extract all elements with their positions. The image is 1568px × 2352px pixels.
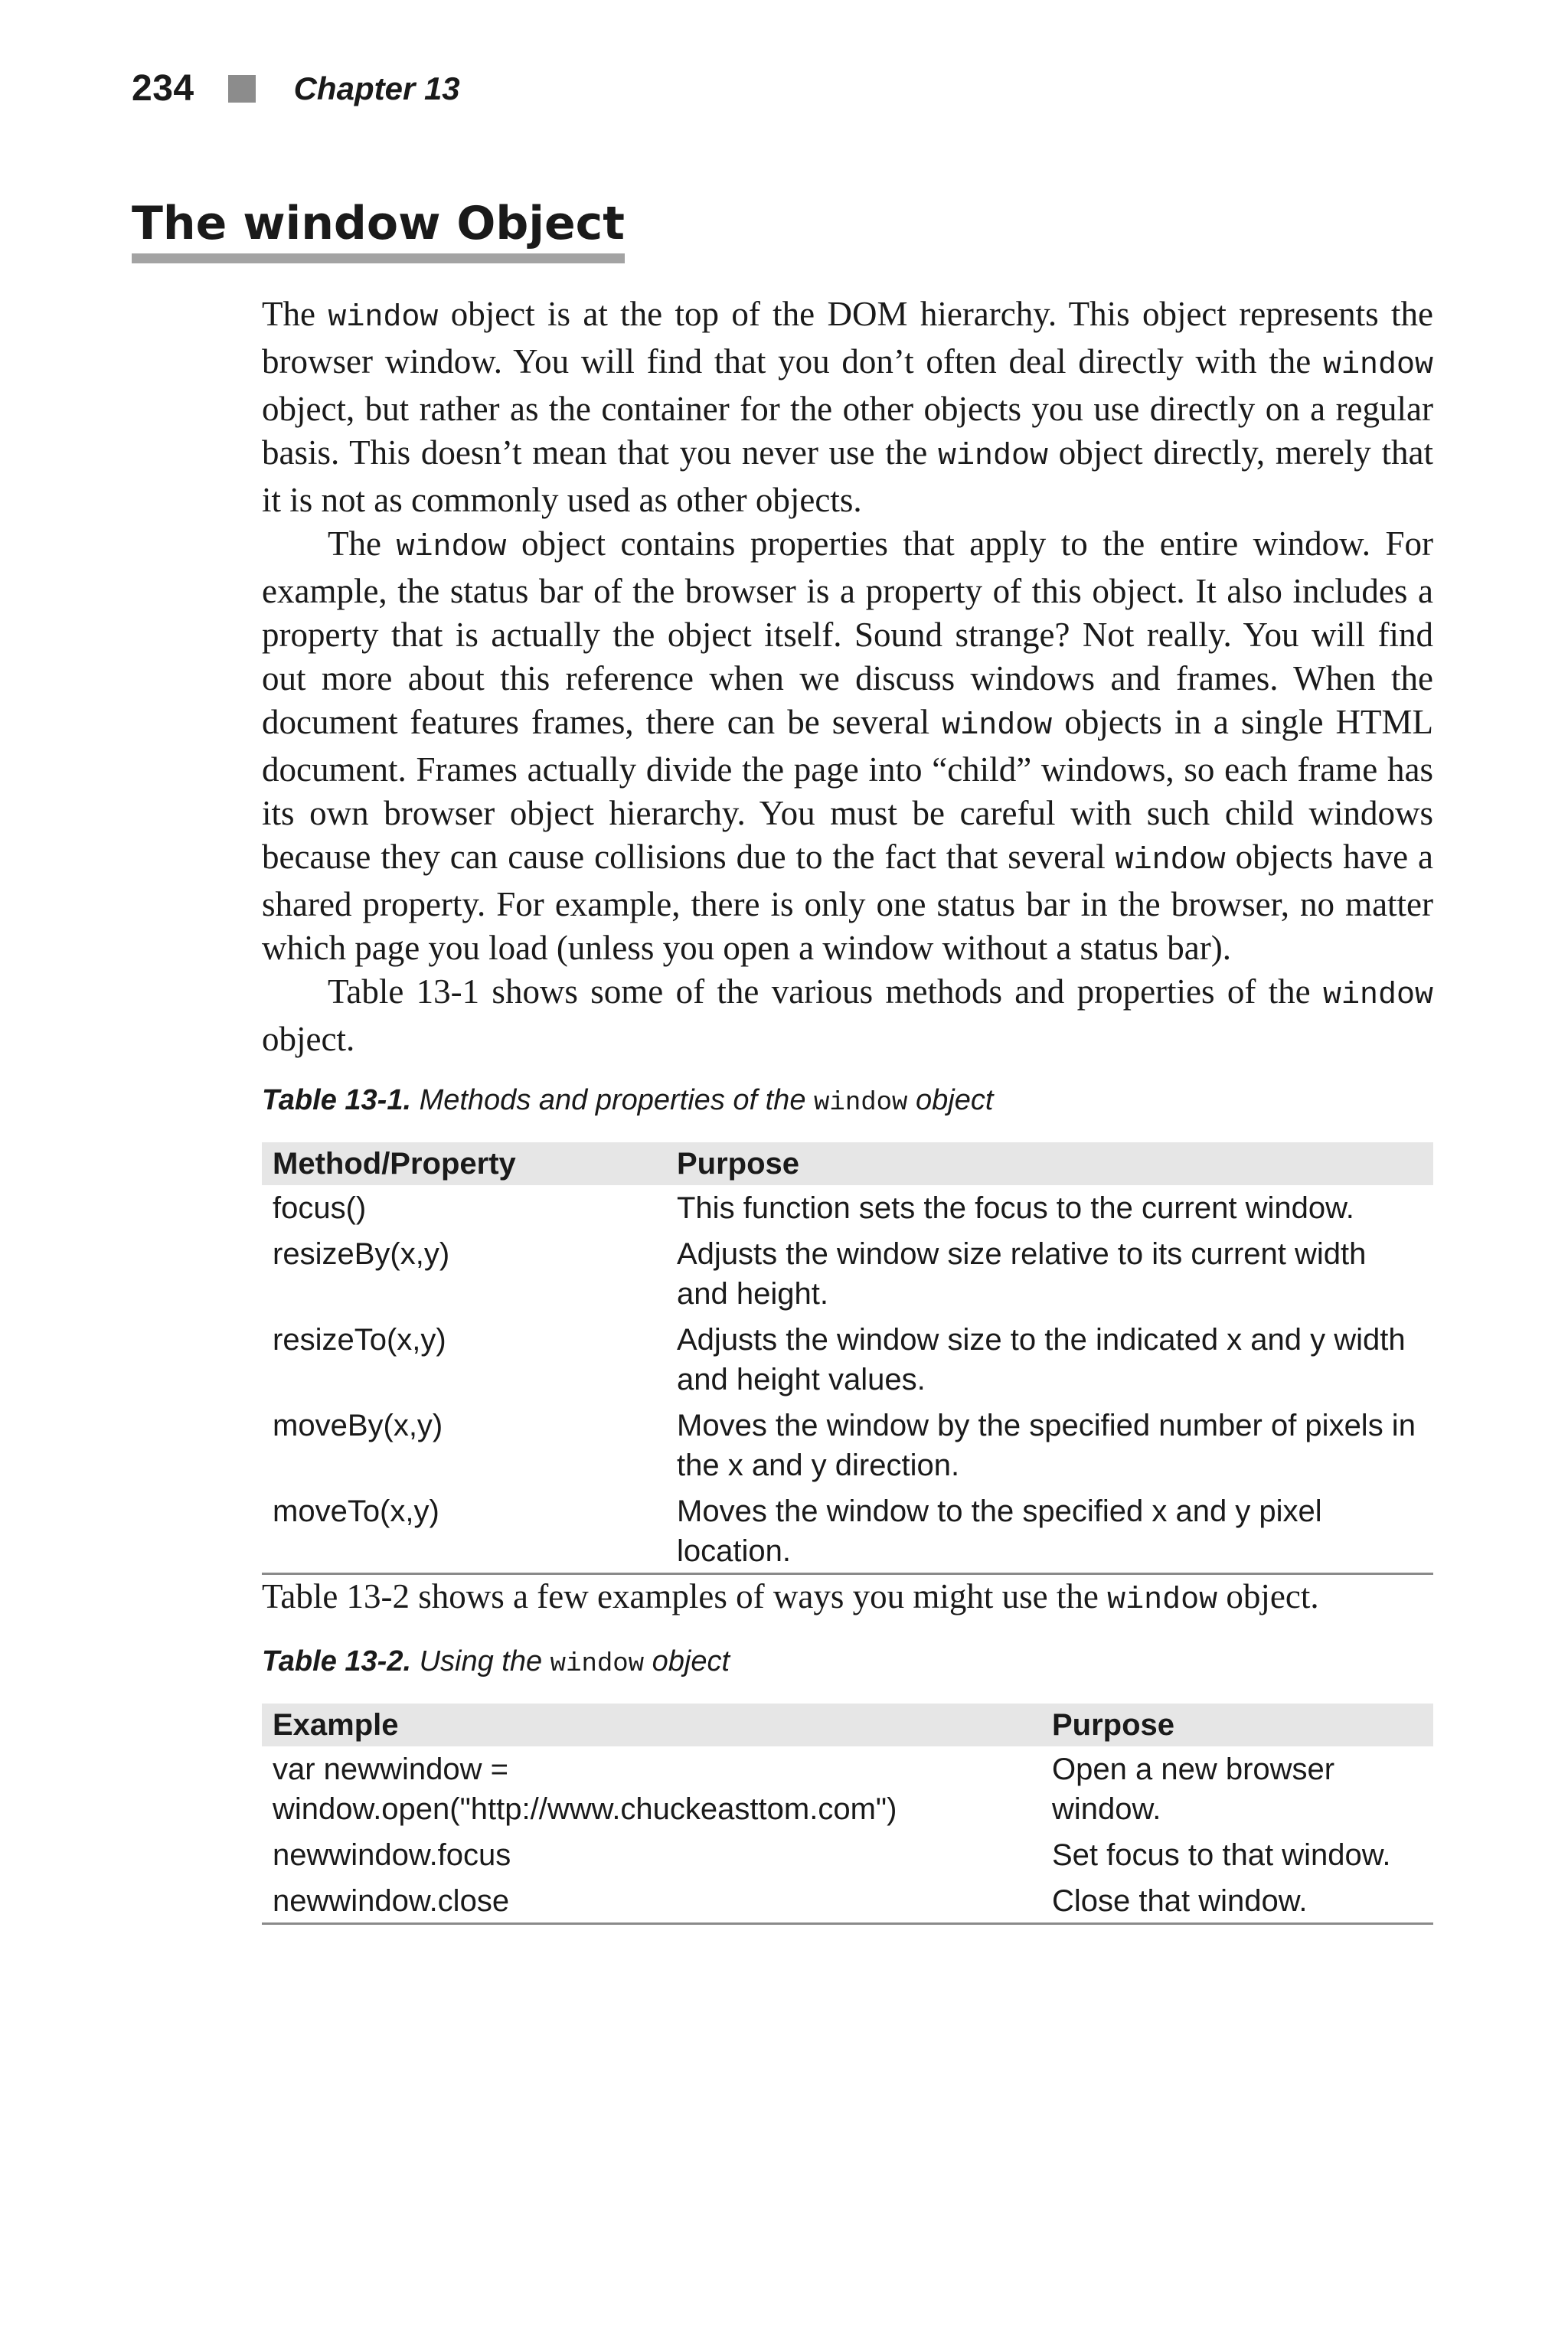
table-2 — [262, 1704, 1433, 1925]
body-content — [262, 292, 1433, 1925]
caption-text: object — [907, 1084, 994, 1116]
table-1-caption-number: Table 13-1. — [262, 1084, 412, 1116]
text-run: object. — [262, 1020, 355, 1058]
table-row — [262, 1317, 1433, 1403]
text-run: objects have a shared property. For example, there is only one status bar in the browser, no matter which page you load (unless you open a window without a status bar). — [262, 838, 1433, 967]
caption-code: window — [814, 1089, 908, 1118]
code-window: window — [328, 301, 439, 335]
method-cell: resizeTo(x,y) — [273, 1323, 446, 1357]
caption-text: Using the — [411, 1645, 550, 1677]
purpose-cell: Set focus to that window. — [1052, 1838, 1391, 1872]
purpose-cell: Close that window. — [1041, 1878, 1433, 1924]
code-window: window — [937, 439, 1048, 474]
example-cell: newwindow.close — [262, 1878, 1041, 1924]
table-row — [262, 1403, 1433, 1488]
purpose-cell: Adjusts the window size to the indicated x and y width and height values. — [677, 1323, 1406, 1396]
purpose-cell: Moves the window to the specified x and y pixel location. — [666, 1488, 1433, 1574]
text-run: Table 13-2 shows a few examples of ways you might use the — [262, 1577, 1108, 1615]
method-cell: resizeBy(x,y) — [273, 1237, 450, 1271]
column-header-purpose: Purpose — [666, 1142, 1433, 1185]
method-cell: moveTo(x,y) — [262, 1488, 666, 1574]
table-row — [262, 1832, 1433, 1878]
purpose-cell: Moves the window by the specified number of pixels in the x and y direction. — [677, 1409, 1416, 1482]
table-row — [262, 1488, 1433, 1574]
text-run: object, but rather as the container for the other objects you use directly on a regular basis. This doesn’t mean that you never use the — [262, 390, 1433, 472]
caption-text: Methods and properties of the — [411, 1084, 815, 1116]
table-1 — [262, 1142, 1433, 1575]
table-header-row — [262, 1704, 1433, 1746]
text-run: object contains properties that apply to the entire window. For example, the status bar of the browser is a property of this object. It also includes a property that is actually the object itself. Sound strange? Not really. You will find out more about this reference when we discuss windows and frames. When the document features frames, there can be several — [262, 524, 1433, 741]
table-1-caption — [262, 1083, 1433, 1121]
example-cell: var newwindow = window.open("http://www.chuckeasttom.com") — [273, 1753, 897, 1826]
text-run: objects in a single HTML document. Frames actually divide the page into “child” windows, so each frame has its own browser object hierarchy. You must be careful with such child windows because they can cause collisions due to the fact that several — [262, 703, 1434, 876]
section-title: The window Object — [132, 198, 625, 263]
table-row — [262, 1231, 1433, 1317]
caption-text: object — [644, 1645, 730, 1677]
text-run: The — [262, 295, 328, 333]
purpose-cell: Open a new browser window. — [1052, 1753, 1335, 1826]
text-run: object directly, merely that it is not as commonly used as other objects. — [262, 433, 1433, 519]
table-row — [262, 1878, 1433, 1924]
code-window: window — [1115, 844, 1226, 878]
header-square-ornament — [228, 75, 256, 103]
text-run: Table 13-1 shows some of the various methods and properties of the — [328, 972, 1323, 1011]
caption-code: window — [550, 1650, 645, 1679]
column-header-purpose: Purpose — [1041, 1704, 1433, 1746]
chapter-label: Chapter 13 — [293, 70, 460, 106]
code-window: window — [1322, 348, 1433, 383]
purpose-cell: This function sets the focus to the current window. — [677, 1191, 1354, 1225]
running-header — [132, 67, 460, 109]
table-header-row — [262, 1142, 1433, 1185]
paragraph-3 — [262, 970, 1433, 1061]
table-2-caption-number: Table 13-2. — [262, 1645, 412, 1677]
paragraph-2 — [262, 522, 1433, 970]
purpose-cell: Adjusts the window size relative to its current width and height. — [677, 1237, 1367, 1311]
page-number: 234 — [132, 68, 194, 109]
table-row — [262, 1746, 1433, 1832]
table-2-caption — [262, 1644, 1433, 1682]
code-window: window — [942, 709, 1053, 743]
method-cell: focus() — [273, 1191, 367, 1225]
method-cell: moveBy(x,y) — [273, 1409, 443, 1442]
text-run: object. — [1217, 1577, 1319, 1615]
column-header-example: Example — [262, 1704, 1041, 1746]
table-row — [262, 1185, 1433, 1231]
example-cell: newwindow.focus — [273, 1838, 511, 1872]
code-window: window — [396, 531, 507, 565]
column-header-method-property: Method/Property — [262, 1142, 666, 1185]
code-window: window — [1322, 978, 1433, 1013]
paragraph-1 — [262, 292, 1433, 522]
text-run: The — [328, 524, 397, 563]
code-window: window — [1107, 1583, 1218, 1618]
text-run: object is at the top of the DOM hierarchy. This object represents the browser window. You will find that you don’t often deal directly with the — [262, 295, 1433, 381]
paragraph-4 — [262, 1575, 1433, 1622]
